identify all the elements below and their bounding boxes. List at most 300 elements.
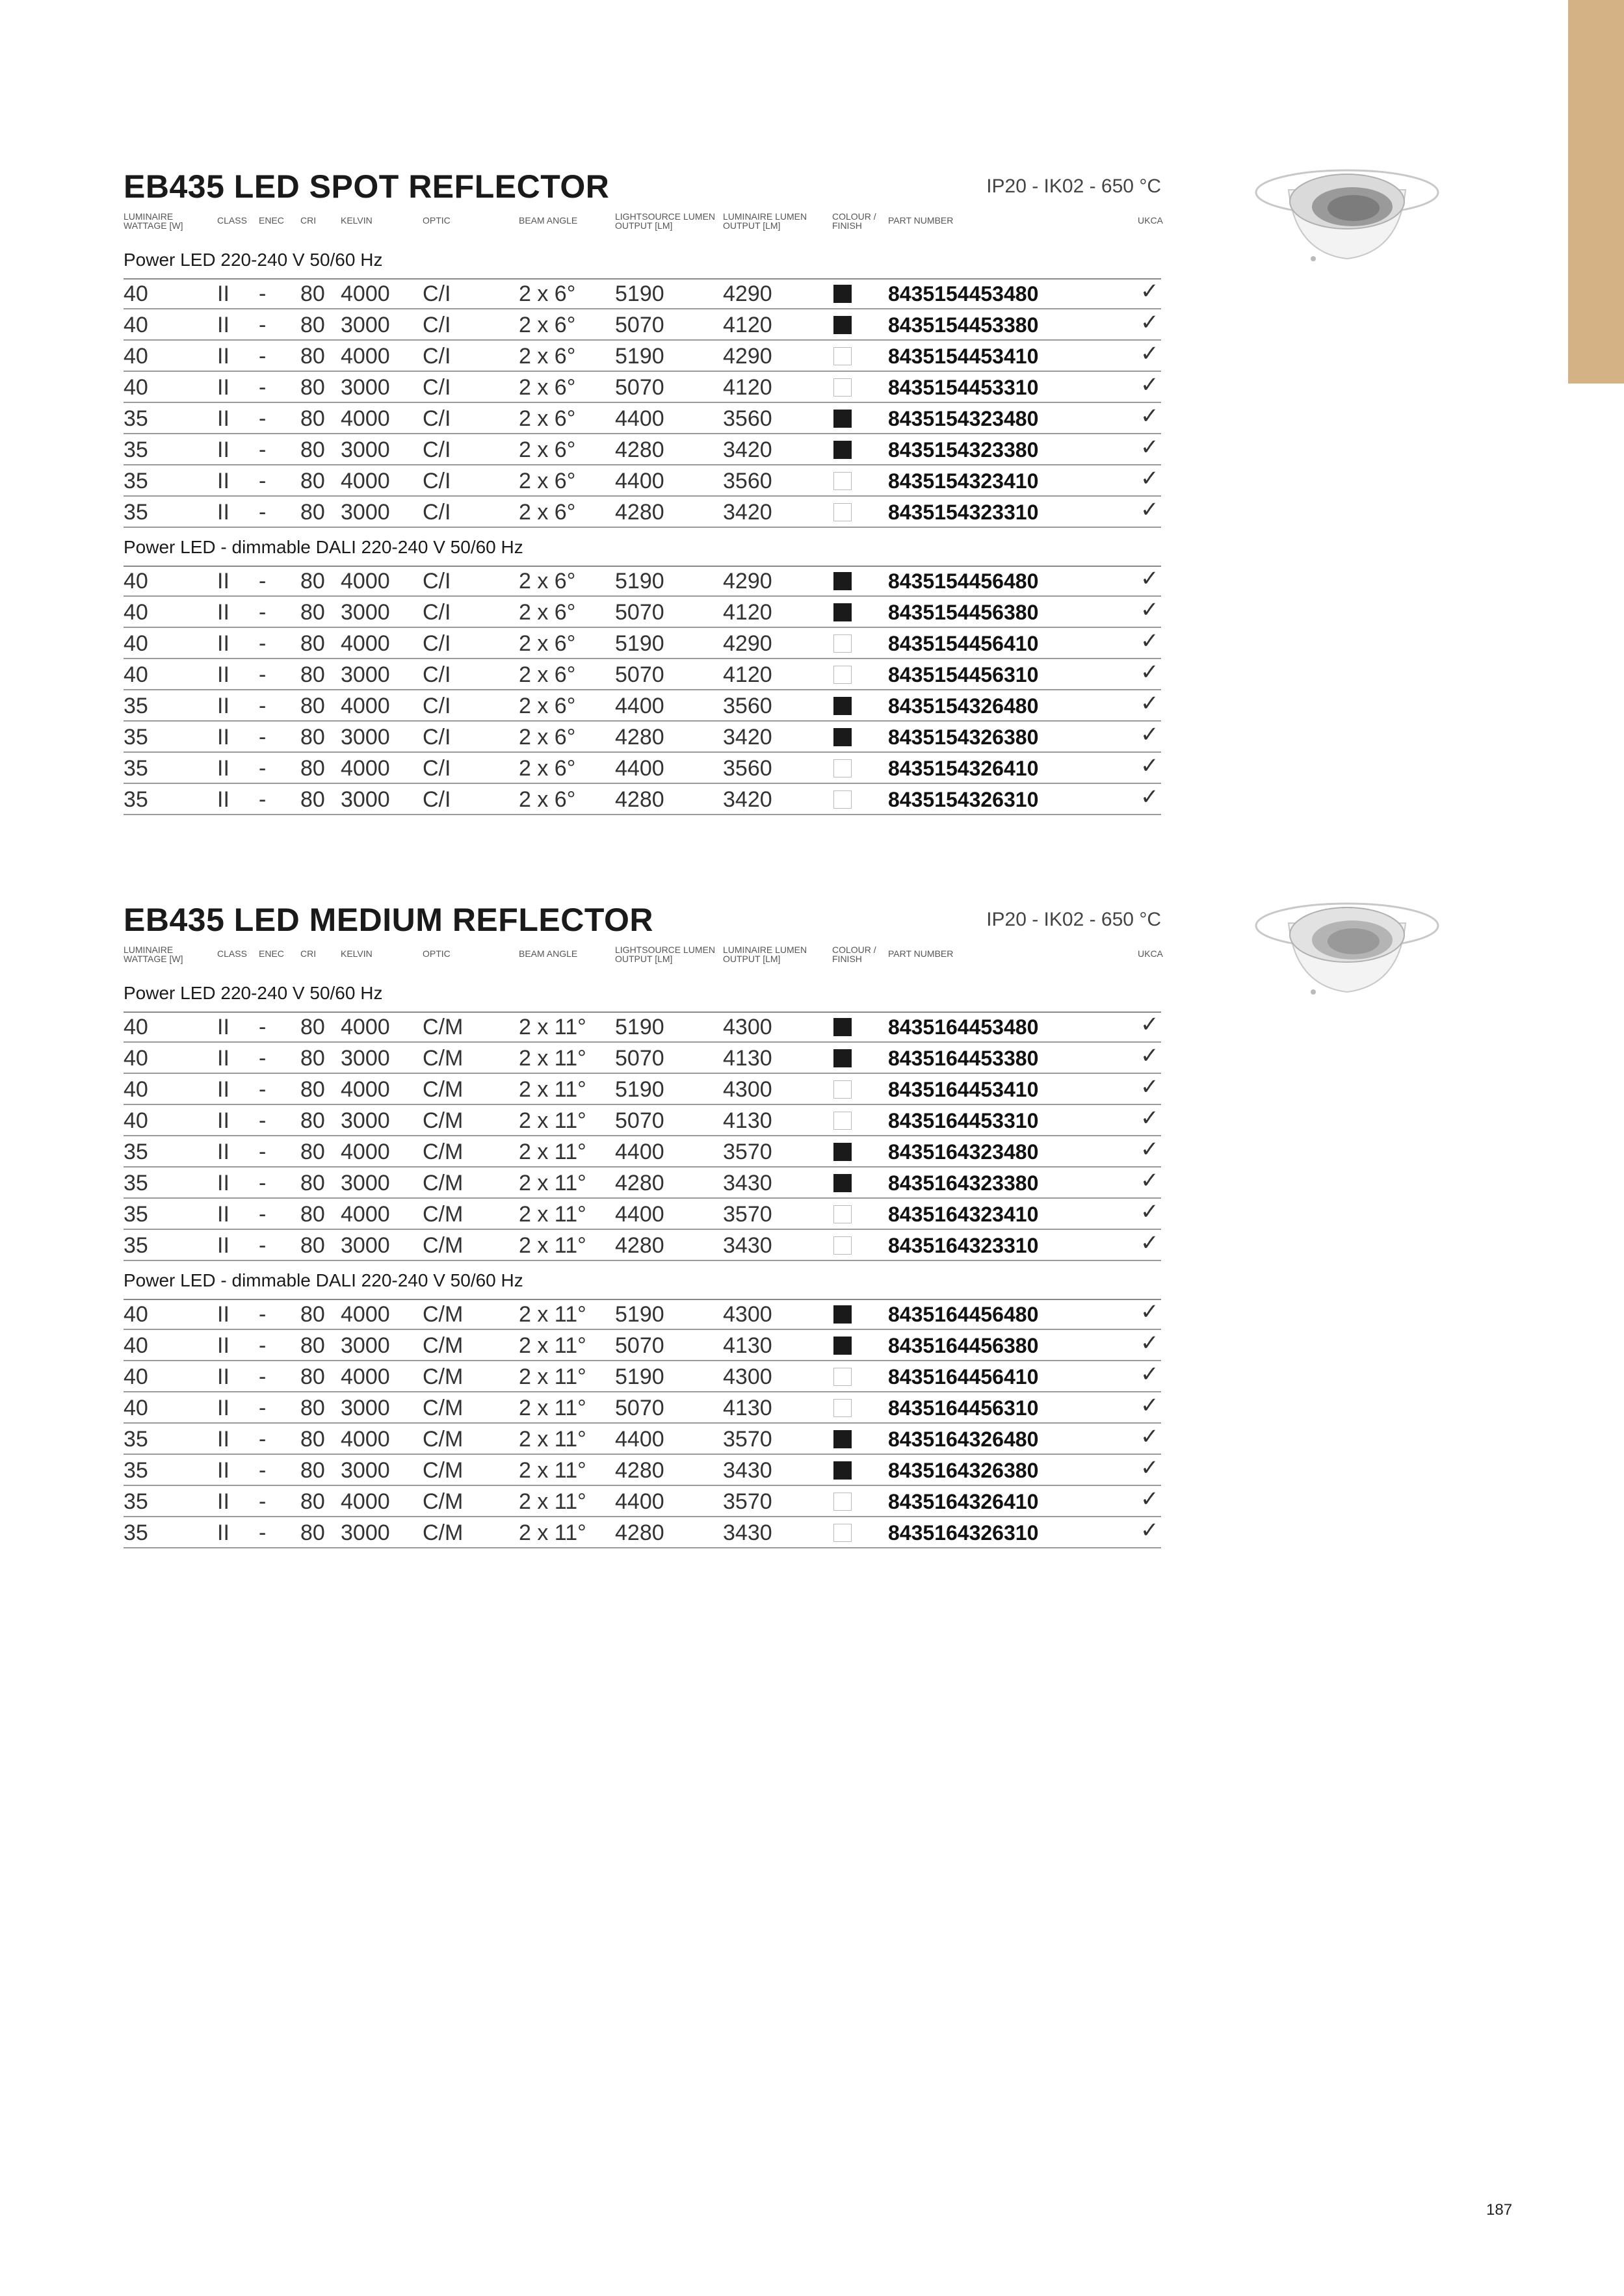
part-number-cell: 8435154326410 bbox=[888, 757, 1039, 780]
optic-cell: C/M bbox=[423, 1140, 464, 1164]
optic-cell: C/M bbox=[423, 1489, 464, 1514]
cri-cell: 80 bbox=[300, 1396, 325, 1420]
wattage-cell: 40 bbox=[124, 662, 148, 687]
column-header bbox=[124, 945, 183, 963]
optic-cell: C/M bbox=[423, 1427, 464, 1452]
finish-white-swatch bbox=[833, 1236, 852, 1255]
cri-cell: 80 bbox=[300, 1520, 325, 1545]
kelvin-cell: 4000 bbox=[341, 694, 390, 718]
cri-cell: 80 bbox=[300, 1364, 325, 1389]
column-header bbox=[615, 212, 715, 230]
cri-cell: 80 bbox=[300, 1333, 325, 1358]
kelvin-cell: 4000 bbox=[341, 569, 390, 594]
class-cell: II bbox=[217, 1333, 229, 1358]
part-number-cell: 8435154453310 bbox=[888, 376, 1039, 399]
table-row bbox=[124, 690, 1161, 722]
ukca-check-icon: ✓ bbox=[1140, 1106, 1159, 1130]
beam-angle-cell: 2 x 11° bbox=[519, 1171, 586, 1195]
wattage-cell: 35 bbox=[124, 1520, 148, 1545]
luminaire-lumen-cell: 4120 bbox=[723, 662, 772, 687]
section-title: EB435 LED MEDIUM REFLECTOR bbox=[124, 902, 653, 938]
beam-angle-cell: 2 x 11° bbox=[519, 1427, 586, 1452]
kelvin-cell: 4000 bbox=[341, 1015, 390, 1039]
part-number-cell: 8435154326310 bbox=[888, 788, 1039, 811]
finish-white-swatch bbox=[833, 1205, 852, 1223]
enec-cell: - bbox=[259, 569, 267, 594]
cri-cell: 80 bbox=[300, 1427, 325, 1452]
optic-cell: C/M bbox=[423, 1108, 464, 1133]
kelvin-cell: 3000 bbox=[341, 1458, 390, 1483]
lightsource-lumen-cell: 5190 bbox=[615, 344, 664, 369]
part-number-cell: 8435154326480 bbox=[888, 694, 1039, 718]
class-cell: II bbox=[217, 1140, 229, 1164]
kelvin-cell: 4000 bbox=[341, 1077, 390, 1102]
column-header: BEAM ANGLE bbox=[519, 948, 578, 959]
column-header: CRI bbox=[300, 215, 317, 226]
enec-cell: - bbox=[259, 756, 267, 781]
part-number-cell: 8435164456480 bbox=[888, 1303, 1039, 1326]
enec-cell: - bbox=[259, 281, 267, 306]
table-row bbox=[124, 1043, 1161, 1074]
enec-cell: - bbox=[259, 1171, 267, 1195]
enec-cell: - bbox=[259, 469, 267, 493]
column-header bbox=[832, 212, 876, 230]
lightsource-lumen-cell: 5070 bbox=[615, 313, 664, 337]
ukca-check-icon: ✓ bbox=[1140, 341, 1159, 366]
optic-cell: C/I bbox=[423, 313, 451, 337]
enec-cell: - bbox=[259, 1108, 267, 1133]
part-number-cell: 8435164453480 bbox=[888, 1015, 1039, 1039]
ukca-check-icon: ✓ bbox=[1140, 1362, 1159, 1387]
beam-angle-cell: 2 x 11° bbox=[519, 1077, 586, 1102]
optic-cell: C/I bbox=[423, 631, 451, 656]
kelvin-cell: 4000 bbox=[341, 406, 390, 431]
cri-cell: 80 bbox=[300, 569, 325, 594]
beam-angle-cell: 2 x 6° bbox=[519, 631, 576, 656]
cri-cell: 80 bbox=[300, 631, 325, 656]
cri-cell: 80 bbox=[300, 1458, 325, 1483]
luminaire-lumen-cell: 4120 bbox=[723, 600, 772, 625]
part-number-cell: 8435164326380 bbox=[888, 1459, 1039, 1482]
section-title: EB435 LED SPOT REFLECTOR bbox=[124, 168, 610, 205]
finish-black-swatch bbox=[833, 316, 852, 334]
ukca-check-icon: ✓ bbox=[1140, 722, 1159, 747]
beam-angle-cell: 2 x 6° bbox=[519, 756, 576, 781]
luminaire-lumen-cell: 4300 bbox=[723, 1015, 772, 1039]
optic-cell: C/I bbox=[423, 344, 451, 369]
ukca-check-icon: ✓ bbox=[1140, 785, 1159, 809]
luminaire-lumen-cell: 3560 bbox=[723, 756, 772, 781]
cri-cell: 80 bbox=[300, 1046, 325, 1071]
optic-cell: C/I bbox=[423, 500, 451, 525]
ukca-check-icon: ✓ bbox=[1140, 372, 1159, 397]
kelvin-cell: 3000 bbox=[341, 500, 390, 525]
wattage-cell: 40 bbox=[124, 1396, 148, 1420]
beam-angle-cell: 2 x 6° bbox=[519, 375, 576, 400]
part-number-cell: 8435154456310 bbox=[888, 663, 1039, 686]
finish-black-swatch bbox=[833, 441, 852, 459]
class-cell: II bbox=[217, 1233, 229, 1258]
lightsource-lumen-cell: 5190 bbox=[615, 569, 664, 594]
optic-cell: C/M bbox=[423, 1458, 464, 1483]
table-row bbox=[124, 1199, 1161, 1230]
finish-black-swatch bbox=[833, 1337, 852, 1355]
beam-angle-cell: 2 x 11° bbox=[519, 1015, 586, 1039]
part-number-cell: 8435164453310 bbox=[888, 1109, 1039, 1132]
lightsource-lumen-cell: 4280 bbox=[615, 1171, 664, 1195]
class-cell: II bbox=[217, 437, 229, 462]
enec-cell: - bbox=[259, 1489, 267, 1514]
cri-cell: 80 bbox=[300, 313, 325, 337]
kelvin-cell: 3000 bbox=[341, 1108, 390, 1133]
ukca-check-icon: ✓ bbox=[1140, 753, 1159, 778]
kelvin-cell: 4000 bbox=[341, 1202, 390, 1227]
wattage-cell: 40 bbox=[124, 344, 148, 369]
table-row bbox=[124, 722, 1161, 753]
column-header-line: COLOUR / bbox=[832, 211, 876, 222]
lightsource-lumen-cell: 4400 bbox=[615, 1489, 664, 1514]
finish-black-swatch bbox=[833, 410, 852, 428]
finish-white-swatch bbox=[833, 1080, 852, 1099]
finish-white-swatch bbox=[833, 1112, 852, 1130]
luminaire-lumen-cell: 4290 bbox=[723, 569, 772, 594]
kelvin-cell: 3000 bbox=[341, 1171, 390, 1195]
ukca-check-icon: ✓ bbox=[1140, 1299, 1159, 1324]
class-cell: II bbox=[217, 1489, 229, 1514]
column-header bbox=[723, 212, 807, 230]
enec-cell: - bbox=[259, 1520, 267, 1545]
finish-black-swatch bbox=[833, 1018, 852, 1036]
column-header-line: LUMINAIRE LUMEN bbox=[723, 211, 807, 222]
cri-cell: 80 bbox=[300, 1233, 325, 1258]
wattage-cell: 40 bbox=[124, 1333, 148, 1358]
optic-cell: C/M bbox=[423, 1302, 464, 1327]
optic-cell: C/I bbox=[423, 281, 451, 306]
table-row bbox=[124, 1168, 1161, 1199]
lightsource-lumen-cell: 4400 bbox=[615, 1202, 664, 1227]
part-number-cell: 8435164326480 bbox=[888, 1428, 1039, 1451]
lightsource-lumen-cell: 4400 bbox=[615, 1427, 664, 1452]
ukca-check-icon: ✓ bbox=[1140, 660, 1159, 685]
group-title: Power LED - dimmable DALI 220-240 V 50/60 Hz bbox=[124, 1270, 523, 1290]
table-row bbox=[124, 1517, 1161, 1548]
optic-cell: C/M bbox=[423, 1171, 464, 1195]
enec-cell: - bbox=[259, 1077, 267, 1102]
table-row bbox=[124, 1230, 1161, 1261]
table-row bbox=[124, 1330, 1161, 1361]
luminaire-lumen-cell: 3570 bbox=[723, 1202, 772, 1227]
beam-angle-cell: 2 x 6° bbox=[519, 787, 576, 812]
optic-cell: C/M bbox=[423, 1396, 464, 1420]
cri-cell: 80 bbox=[300, 1202, 325, 1227]
column-header-line: WATTAGE [W] bbox=[124, 220, 183, 231]
ukca-check-icon: ✓ bbox=[1140, 691, 1159, 716]
part-number-cell: 8435154456480 bbox=[888, 569, 1039, 593]
class-cell: II bbox=[217, 694, 229, 718]
wattage-cell: 40 bbox=[124, 1364, 148, 1389]
enec-cell: - bbox=[259, 1333, 267, 1358]
enec-cell: - bbox=[259, 1202, 267, 1227]
part-number-cell: 8435164453380 bbox=[888, 1047, 1039, 1070]
ukca-check-icon: ✓ bbox=[1140, 1168, 1159, 1193]
product-section bbox=[124, 168, 1161, 818]
cri-cell: 80 bbox=[300, 1140, 325, 1164]
column-header: PART NUMBER bbox=[888, 948, 954, 959]
beam-angle-cell: 2 x 11° bbox=[519, 1333, 586, 1358]
beam-angle-cell: 2 x 11° bbox=[519, 1364, 586, 1389]
class-cell: II bbox=[217, 1077, 229, 1102]
cri-cell: 80 bbox=[300, 281, 325, 306]
beam-angle-cell: 2 x 6° bbox=[519, 600, 576, 625]
optic-cell: C/I bbox=[423, 375, 451, 400]
part-number-cell: 8435164453410 bbox=[888, 1078, 1039, 1101]
column-header-line: LUMINAIRE LUMEN bbox=[723, 945, 807, 955]
beam-angle-cell: 2 x 6° bbox=[519, 694, 576, 718]
wattage-cell: 40 bbox=[124, 1046, 148, 1071]
enec-cell: - bbox=[259, 631, 267, 656]
cri-cell: 80 bbox=[300, 469, 325, 493]
wattage-cell: 40 bbox=[124, 281, 148, 306]
beam-angle-cell: 2 x 6° bbox=[519, 313, 576, 337]
wattage-cell: 35 bbox=[124, 406, 148, 431]
ukca-check-icon: ✓ bbox=[1140, 1331, 1159, 1355]
optic-cell: C/M bbox=[423, 1015, 464, 1039]
column-header: UKCA bbox=[1138, 948, 1163, 959]
table-row bbox=[124, 1011, 1161, 1043]
lightsource-lumen-cell: 4280 bbox=[615, 1520, 664, 1545]
enec-cell: - bbox=[259, 694, 267, 718]
wattage-cell: 35 bbox=[124, 1140, 148, 1164]
luminaire-lumen-cell: 3570 bbox=[723, 1489, 772, 1514]
ukca-check-icon: ✓ bbox=[1140, 1012, 1159, 1037]
optic-cell: C/I bbox=[423, 725, 451, 750]
wattage-cell: 35 bbox=[124, 500, 148, 525]
class-cell: II bbox=[217, 1171, 229, 1195]
column-header-line: LUMINAIRE bbox=[124, 211, 174, 222]
part-number-cell: 8435154453480 bbox=[888, 282, 1039, 306]
optic-cell: C/M bbox=[423, 1202, 464, 1227]
beam-angle-cell: 2 x 11° bbox=[519, 1233, 586, 1258]
class-cell: II bbox=[217, 313, 229, 337]
cri-cell: 80 bbox=[300, 1171, 325, 1195]
table-row bbox=[124, 597, 1161, 628]
column-header: OPTIC bbox=[423, 215, 451, 226]
lightsource-lumen-cell: 5070 bbox=[615, 600, 664, 625]
ukca-check-icon: ✓ bbox=[1140, 1199, 1159, 1224]
cri-cell: 80 bbox=[300, 437, 325, 462]
kelvin-cell: 3000 bbox=[341, 662, 390, 687]
table-row bbox=[124, 1486, 1161, 1517]
column-header-line: OUTPUT [LM] bbox=[615, 220, 673, 231]
cri-cell: 80 bbox=[300, 1077, 325, 1102]
class-cell: II bbox=[217, 406, 229, 431]
part-number-cell: 8435164323480 bbox=[888, 1140, 1039, 1164]
luminaire-lumen-cell: 4130 bbox=[723, 1333, 772, 1358]
class-cell: II bbox=[217, 756, 229, 781]
column-header: ENEC bbox=[259, 215, 284, 226]
product-section bbox=[124, 901, 1161, 1551]
kelvin-cell: 4000 bbox=[341, 469, 390, 493]
part-number-cell: 8435164456410 bbox=[888, 1365, 1039, 1389]
table-row bbox=[124, 659, 1161, 690]
finish-white-swatch bbox=[833, 1399, 852, 1417]
beam-angle-cell: 2 x 11° bbox=[519, 1108, 586, 1133]
enec-cell: - bbox=[259, 1233, 267, 1258]
part-number-cell: 8435154326380 bbox=[888, 725, 1039, 749]
enec-cell: - bbox=[259, 437, 267, 462]
column-header bbox=[723, 945, 807, 963]
wattage-cell: 40 bbox=[124, 569, 148, 594]
column-header-line: OUTPUT [LM] bbox=[723, 220, 781, 231]
lightsource-lumen-cell: 5190 bbox=[615, 1364, 664, 1389]
table-row bbox=[124, 372, 1161, 403]
part-number-cell: 8435154323480 bbox=[888, 407, 1039, 430]
kelvin-cell: 3000 bbox=[341, 1333, 390, 1358]
finish-black-swatch bbox=[833, 697, 852, 715]
part-number-cell: 8435164323410 bbox=[888, 1203, 1039, 1226]
kelvin-cell: 3000 bbox=[341, 1046, 390, 1071]
part-number-cell: 8435154456380 bbox=[888, 601, 1039, 624]
lightsource-lumen-cell: 4400 bbox=[615, 1140, 664, 1164]
lightsource-lumen-cell: 4280 bbox=[615, 437, 664, 462]
luminaire-lumen-cell: 3560 bbox=[723, 694, 772, 718]
ukca-check-icon: ✓ bbox=[1140, 1455, 1159, 1480]
part-number-cell: 8435164323310 bbox=[888, 1234, 1039, 1257]
part-number-cell: 8435164456380 bbox=[888, 1334, 1039, 1357]
column-header: CLASS bbox=[217, 215, 247, 226]
column-header: KELVIN bbox=[341, 948, 373, 959]
ukca-check-icon: ✓ bbox=[1140, 566, 1159, 591]
beam-angle-cell: 2 x 6° bbox=[519, 469, 576, 493]
cri-cell: 80 bbox=[300, 406, 325, 431]
ukca-check-icon: ✓ bbox=[1140, 310, 1159, 335]
finish-black-swatch bbox=[833, 1305, 852, 1324]
finish-white-swatch bbox=[833, 790, 852, 809]
wattage-cell: 35 bbox=[124, 756, 148, 781]
cri-cell: 80 bbox=[300, 725, 325, 750]
finish-white-swatch bbox=[833, 347, 852, 365]
ukca-check-icon: ✓ bbox=[1140, 404, 1159, 428]
wattage-cell: 40 bbox=[124, 313, 148, 337]
table-row bbox=[124, 753, 1161, 784]
part-number-cell: 8435164326410 bbox=[888, 1490, 1039, 1513]
beam-angle-cell: 2 x 6° bbox=[519, 569, 576, 594]
part-number-cell: 8435154453410 bbox=[888, 345, 1039, 368]
beam-angle-cell: 2 x 11° bbox=[519, 1046, 586, 1071]
kelvin-cell: 3000 bbox=[341, 313, 390, 337]
column-header-line: OUTPUT [LM] bbox=[723, 954, 781, 964]
wattage-cell: 35 bbox=[124, 787, 148, 812]
optic-cell: C/I bbox=[423, 437, 451, 462]
column-header-line: WATTAGE [W] bbox=[124, 954, 183, 964]
enec-cell: - bbox=[259, 600, 267, 625]
column-header-line: OUTPUT [LM] bbox=[615, 954, 673, 964]
luminaire-lumen-cell: 4290 bbox=[723, 281, 772, 306]
class-cell: II bbox=[217, 1202, 229, 1227]
column-header bbox=[615, 945, 715, 963]
table-row bbox=[124, 1392, 1161, 1424]
wattage-cell: 40 bbox=[124, 1108, 148, 1133]
optic-cell: C/I bbox=[423, 756, 451, 781]
part-number-cell: 8435154453380 bbox=[888, 313, 1039, 337]
optic-cell: C/I bbox=[423, 600, 451, 625]
table-row bbox=[124, 434, 1161, 465]
ukca-check-icon: ✓ bbox=[1140, 629, 1159, 653]
class-cell: II bbox=[217, 500, 229, 525]
lightsource-lumen-cell: 4400 bbox=[615, 469, 664, 493]
finish-white-swatch bbox=[833, 378, 852, 397]
ukca-check-icon: ✓ bbox=[1140, 466, 1159, 491]
cri-cell: 80 bbox=[300, 1015, 325, 1039]
enec-cell: - bbox=[259, 1458, 267, 1483]
lightsource-lumen-cell: 4280 bbox=[615, 1233, 664, 1258]
finish-white-swatch bbox=[833, 666, 852, 684]
luminaire-lumen-cell: 3430 bbox=[723, 1458, 772, 1483]
finish-white-swatch bbox=[833, 1524, 852, 1542]
ukca-check-icon: ✓ bbox=[1140, 1424, 1159, 1449]
kelvin-cell: 4000 bbox=[341, 1489, 390, 1514]
kelvin-cell: 3000 bbox=[341, 1396, 390, 1420]
class-cell: II bbox=[217, 1302, 229, 1327]
beam-angle-cell: 2 x 11° bbox=[519, 1302, 586, 1327]
finish-white-swatch bbox=[833, 472, 852, 490]
finish-black-swatch bbox=[833, 1174, 852, 1192]
enec-cell: - bbox=[259, 375, 267, 400]
ip-rating: IP20 - IK02 - 650 °C bbox=[986, 909, 1161, 930]
lightsource-lumen-cell: 5190 bbox=[615, 1302, 664, 1327]
beam-angle-cell: 2 x 11° bbox=[519, 1458, 586, 1483]
class-cell: II bbox=[217, 631, 229, 656]
optic-cell: C/I bbox=[423, 694, 451, 718]
beam-angle-cell: 2 x 11° bbox=[519, 1396, 586, 1420]
beam-angle-cell: 2 x 11° bbox=[519, 1202, 586, 1227]
part-number-cell: 8435164456310 bbox=[888, 1396, 1039, 1420]
page-number: 187 bbox=[1486, 2201, 1513, 2219]
luminaire-lumen-cell: 4300 bbox=[723, 1077, 772, 1102]
column-header-line: LUMINAIRE bbox=[124, 945, 174, 955]
beam-angle-cell: 2 x 11° bbox=[519, 1140, 586, 1164]
table-row bbox=[124, 341, 1161, 372]
luminaire-lumen-cell: 3430 bbox=[723, 1233, 772, 1258]
enec-cell: - bbox=[259, 313, 267, 337]
table-row bbox=[124, 1074, 1161, 1105]
table-row bbox=[124, 784, 1161, 815]
optic-cell: C/I bbox=[423, 662, 451, 687]
optic-cell: C/M bbox=[423, 1520, 464, 1545]
luminaire-lumen-cell: 4120 bbox=[723, 313, 772, 337]
group-title: Power LED - dimmable DALI 220-240 V 50/60 Hz bbox=[124, 537, 523, 557]
optic-cell: C/M bbox=[423, 1333, 464, 1358]
cri-cell: 80 bbox=[300, 1302, 325, 1327]
column-header-line: LIGHTSOURCE LUMEN bbox=[615, 211, 716, 222]
table-row bbox=[124, 1424, 1161, 1455]
enec-cell: - bbox=[259, 1396, 267, 1420]
class-cell: II bbox=[217, 344, 229, 369]
luminaire-lumen-cell: 4130 bbox=[723, 1108, 772, 1133]
part-number-cell: 8435154456410 bbox=[888, 632, 1039, 655]
finish-white-swatch bbox=[833, 759, 852, 777]
beam-angle-cell: 2 x 6° bbox=[519, 500, 576, 525]
enec-cell: - bbox=[259, 1015, 267, 1039]
luminaire-lumen-cell: 3420 bbox=[723, 787, 772, 812]
kelvin-cell: 4000 bbox=[341, 756, 390, 781]
part-number-cell: 8435164323380 bbox=[888, 1171, 1039, 1195]
ukca-check-icon: ✓ bbox=[1140, 497, 1159, 522]
table-row bbox=[124, 465, 1161, 497]
luminaire-lumen-cell: 4290 bbox=[723, 631, 772, 656]
finish-white-swatch bbox=[833, 1368, 852, 1386]
table-row bbox=[124, 1105, 1161, 1136]
